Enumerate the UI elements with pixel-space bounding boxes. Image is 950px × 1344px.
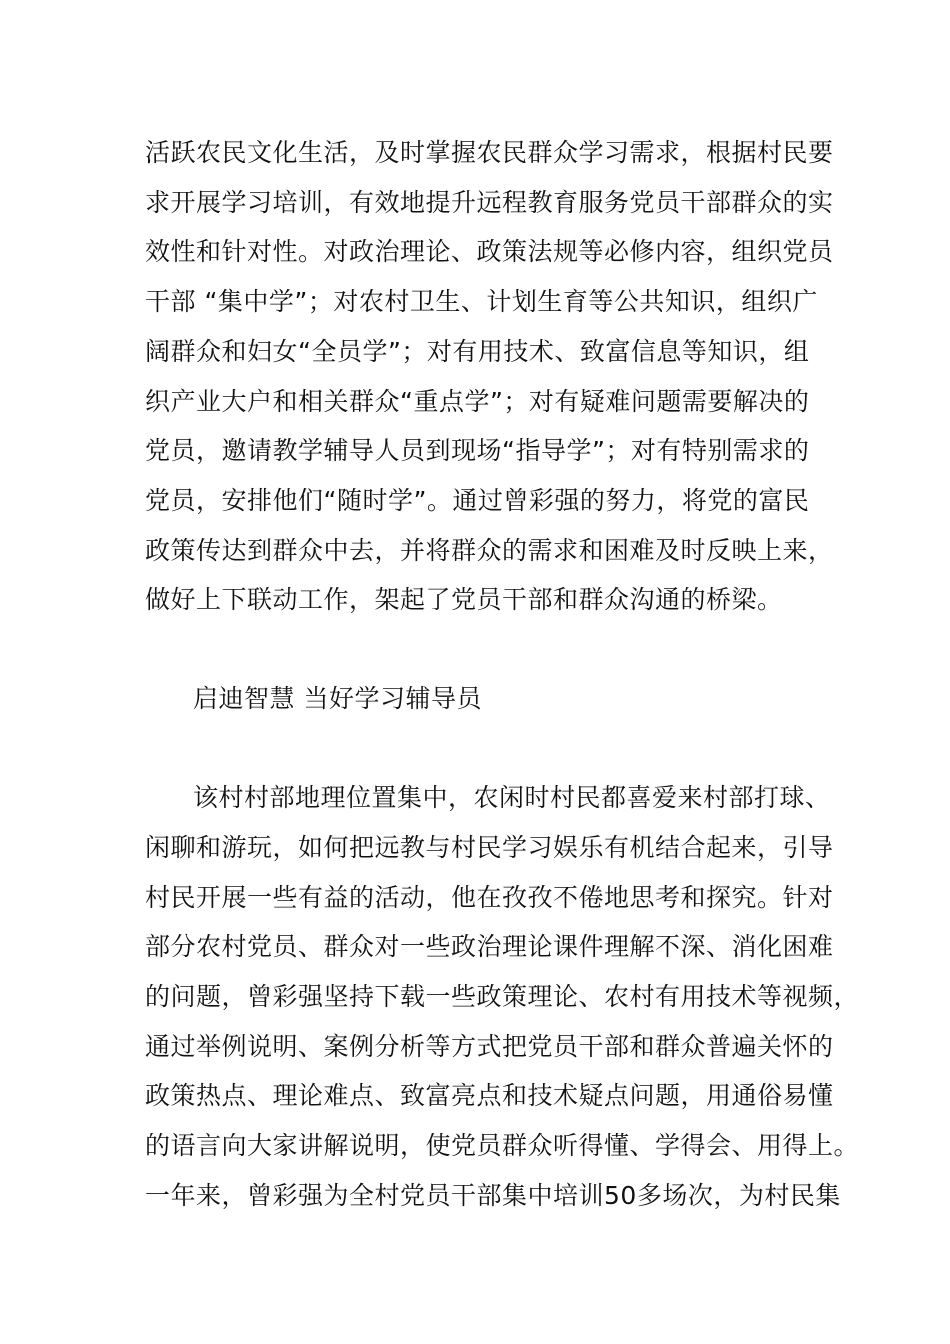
paragraph-2-line-1: 该村村部地理位置集中，农闲时村民都喜爱来村部打球、 (193, 783, 831, 812)
paragraph-1-line-10: 做好上下联动工作，架起了党员干部和群众沟通的桥梁。 (145, 585, 783, 614)
paragraph-1-line-2: 求开展学习培训，有效地提升远程教育服务党员干部群众的实 (145, 188, 834, 217)
paragraph-2-line-9: 一年来，曾彩强为全村党员干部集中培训50多场次，为村民集 (145, 1181, 841, 1210)
paragraph-1-line-3: 效性和针对性。对政治理论、政策法规等必修内容，组织党员 (145, 237, 834, 266)
paragraph-1-line-7: 党员，邀请教学辅导人员到现场“指导学”；对有特别需求的 (145, 436, 810, 465)
paragraph-1-line-9: 政策传达到群众中去，并将群众的需求和困难及时反映上来， (145, 536, 834, 565)
section-heading: 启迪智慧 当好学习辅导员 (193, 684, 482, 713)
paragraph-1-line-1: 活跃农民文化生活，及时掌握农民群众学习需求，根据村民要 (145, 138, 834, 167)
paragraph-2-line-7: 政策热点、理论难点、致富亮点和技术疑点问题，用通俗易懂 (145, 1081, 834, 1110)
paragraph-2-line-8: 的语言向大家讲解说明，使党员群众听得懂、学得会、用得上。 (145, 1131, 860, 1160)
paragraph-2-line-2: 闲聊和游玩，如何把远教与村民学习娱乐有机结合起来，引导 (145, 833, 834, 862)
paragraph-2-line-5: 的问题，曾彩强坚持下载一些政策理论、农村有用技术等视频， (145, 982, 860, 1011)
paragraph-1-line-5: 阔群众和妇女“全员学”；对有用技术、致富信息等知识，组 (145, 337, 810, 366)
paragraph-2-line-3: 村民开展一些有益的活动，他在孜孜不倦地思考和探究。针对 (145, 883, 834, 912)
paragraph-1-line-6: 织产业大户和相关群众“重点学”；对有疑难问题需要解决的 (145, 387, 810, 416)
paragraph-2-line-6: 通过举例说明、案例分析等方式把党员干部和群众普遍关怀的 (145, 1032, 834, 1061)
paragraph-1-line-8: 党员，安排他们“随时学”。通过曾彩强的努力，将党的富民 (145, 486, 810, 515)
paragraph-2-line-4: 部分农村党员、群众对一些政治理论课件理解不深、消化困难 (145, 932, 834, 961)
paragraph-1-line-4: 干部 “集中学”；对农村卫生、计划生育等公共知识，组织广 (145, 287, 818, 316)
